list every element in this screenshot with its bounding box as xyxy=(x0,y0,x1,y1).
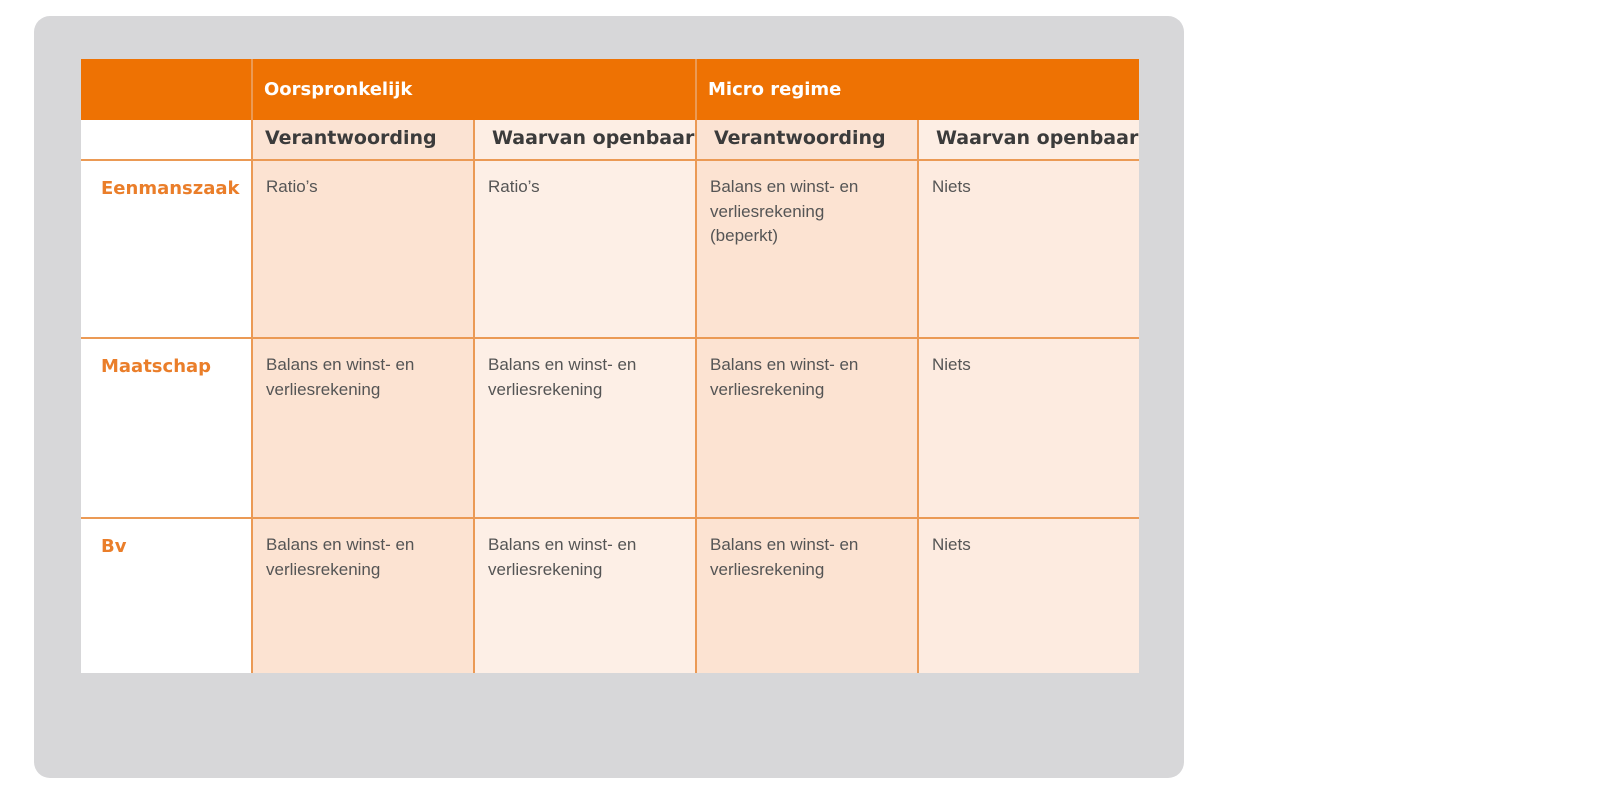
grid-line xyxy=(81,517,1139,519)
table-cell: Balans en winst- en verliesrekening xyxy=(474,338,696,518)
table-cell: Balans en winst- en verliesrekening xyxy=(252,338,474,518)
table-cell: Balans en winst- en verliesrekening xyxy=(696,338,918,518)
table-cell: Balans en winst- en verliesrekening xyxy=(696,518,918,673)
subheader-waarvan-openbaar: Waarvan openbaar xyxy=(918,120,1139,160)
row-label-bv: Bv xyxy=(81,518,252,673)
group-header-micro-regime xyxy=(696,59,1139,120)
subheader-blank xyxy=(81,120,252,160)
table-cell: Balans en winst- en verliesrekening xyxy=(252,518,474,673)
group-header-oorspronkelijk xyxy=(252,59,696,120)
group-header-label: Oorspronkelijk xyxy=(264,79,413,100)
grid-line xyxy=(473,120,475,673)
subheader-verantwoording: Verantwoording xyxy=(252,120,474,160)
group-header-label: Micro regime xyxy=(708,79,842,100)
subheader-verantwoording: Verantwoording xyxy=(696,120,918,160)
table-cell: Ratio’s xyxy=(474,160,696,338)
table-cell: Balans en winst- en verliesrekening xyxy=(474,518,696,673)
grid-line xyxy=(81,159,1139,161)
table-cell: Niets xyxy=(918,338,1139,518)
table-cell: Niets xyxy=(918,518,1139,673)
table-cell: Balans en winst- en verliesrekening (beperkt) xyxy=(696,160,918,338)
table-cell: Niets xyxy=(918,160,1139,338)
grid-line xyxy=(251,59,253,673)
comparison-table xyxy=(81,59,1139,673)
header-corner xyxy=(81,59,252,120)
row-label-maatschap: Maatschap xyxy=(81,338,252,518)
subheader-waarvan-openbaar: Waarvan openbaar xyxy=(474,120,696,160)
grid-line xyxy=(695,59,697,673)
row-label-eenmanszaak: Eenmanszaak xyxy=(81,160,252,338)
table-cell: Ratio’s xyxy=(252,160,474,338)
grid-line xyxy=(81,337,1139,339)
grid-line xyxy=(917,120,919,673)
